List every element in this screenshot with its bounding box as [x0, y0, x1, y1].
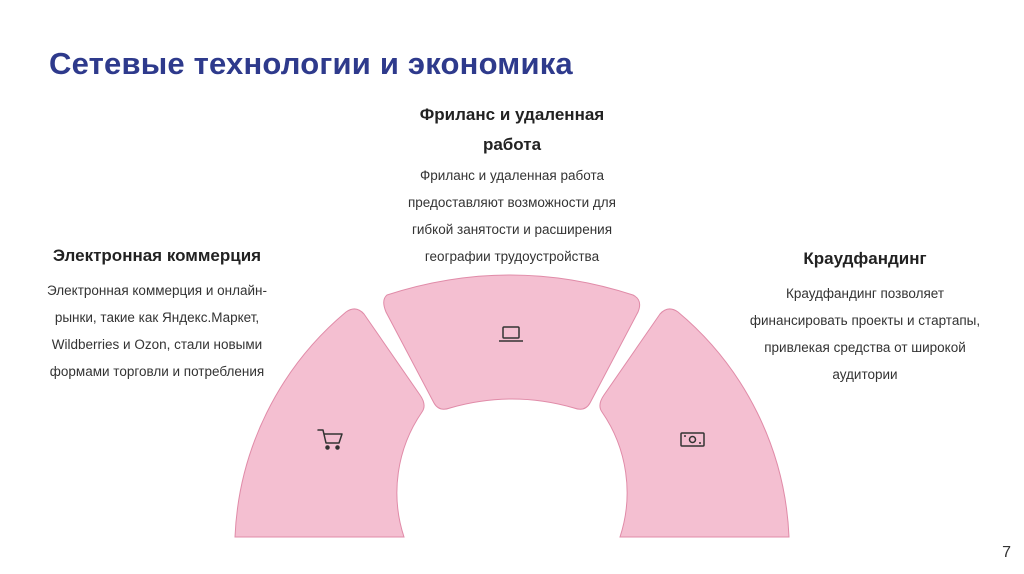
description-line: финансировать проекты и стартапы, [749, 313, 981, 328]
description-line: аудитории [832, 367, 898, 382]
description-line: географии трудоустройства [424, 249, 600, 264]
segment-ecommerce-text [22, 241, 292, 385]
description-line: Wildberries и Ozon, стали новыми [51, 337, 263, 352]
segment-heading: Краудфандинг [803, 249, 927, 268]
segment-heading [382, 100, 642, 160]
description-line: гибкой занятости и расширения [411, 222, 613, 237]
segment-heading: Электронная коммерция [52, 246, 262, 265]
page-number: 7 [1002, 544, 1011, 561]
description-line: Фриланс и удаленная работа [420, 168, 604, 183]
segment-description [22, 277, 292, 385]
segment-description [382, 162, 642, 270]
description-line: привлекая средства от широкой [764, 340, 966, 355]
description-line: предоставляют возможности для [407, 195, 616, 210]
description-line: Краудфандинг позволяет [785, 286, 945, 301]
description-line: рынки, такие как Яндекс.Маркет, [54, 310, 260, 325]
slide-title: Сетевые технологии и экономика [49, 46, 573, 81]
heading-line: работа [482, 135, 542, 154]
heading-line: Фриланс и удаленная [419, 105, 605, 124]
description-line: формами торговли и потребления [49, 364, 265, 379]
arc-segment-freelance [384, 275, 640, 409]
description-line: Электронная коммерция и онлайн- [47, 283, 267, 298]
segment-crowdfunding-text [720, 244, 1010, 388]
segment-description [720, 280, 1010, 388]
segment-freelance-text [382, 100, 642, 270]
